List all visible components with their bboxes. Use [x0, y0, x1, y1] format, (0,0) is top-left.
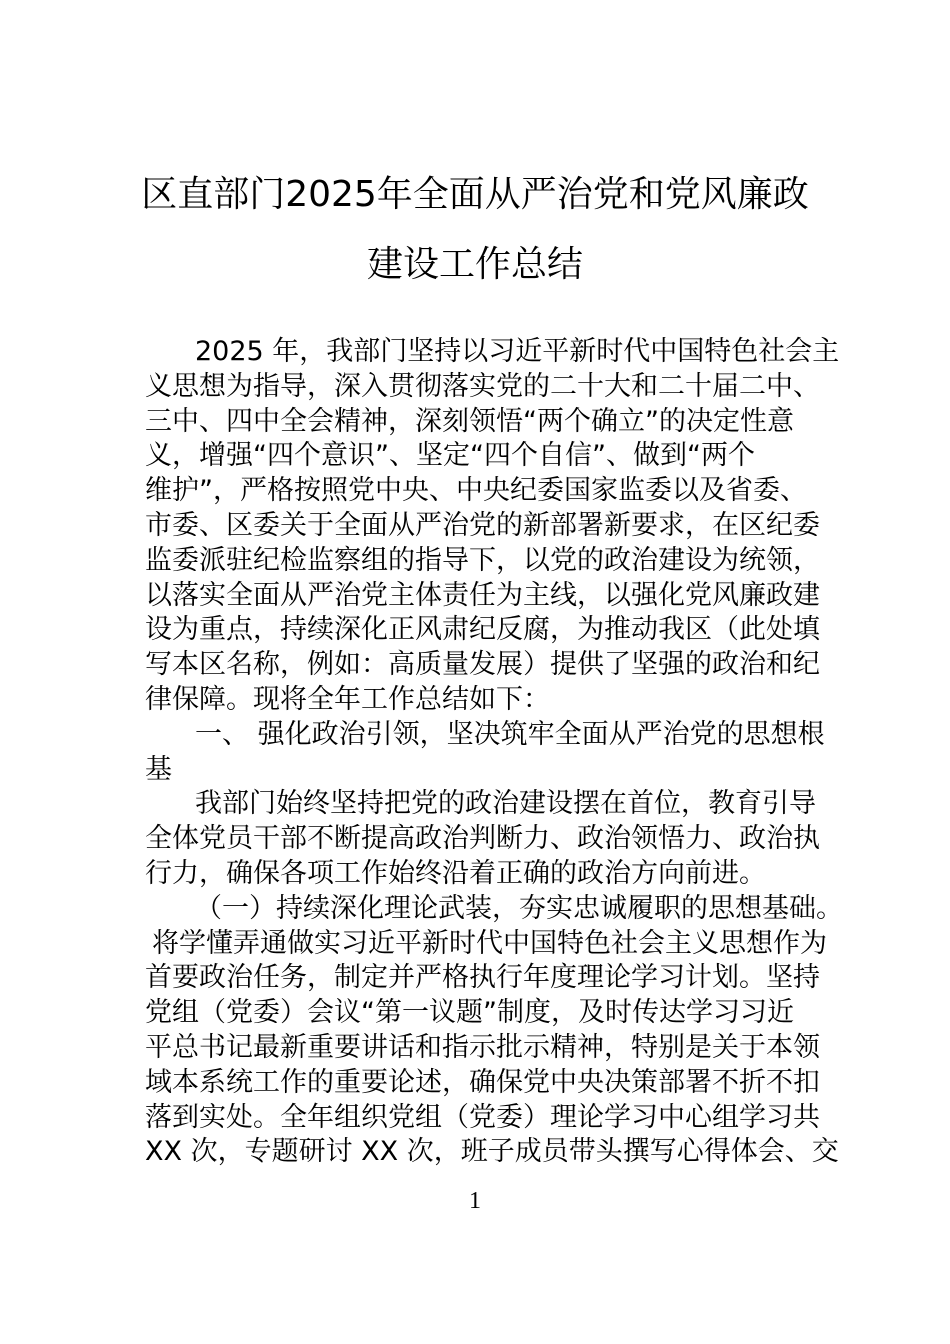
subsection-heading-1: （一）持续深化理论武装，夯实忠诚履职的思想基础。: [195, 892, 843, 924]
intro-paragraph-line: 义思想为指导，深入贯彻落实党的二十大和二十届二中、: [145, 370, 820, 402]
section-paragraph-line: 行力，确保各项工作始终沿着正确的政治方向前进。: [145, 857, 766, 889]
intro-paragraph-line: 三中、四中全会精神，深刻领悟“两个确立”的决定性意: [145, 405, 794, 437]
subsection-paragraph-line: XX 次，专题研讨 XX 次，班子成员带头撰写心得体会、交: [145, 1136, 839, 1168]
document-body: [145, 335, 845, 1170]
page-number: 1: [469, 1188, 481, 1214]
intro-paragraph-line: 以落实全面从严治党主体责任为主线，以强化党风廉政建: [145, 579, 820, 611]
intro-paragraph-line: 维护”，严格按照党中央、中央纪委国家监委以及省委、: [145, 475, 807, 507]
intro-paragraph-line: 市委、区委关于全面从严治党的新部署新要求，在区纪委: [145, 509, 820, 541]
document-title-line-2: 建设工作总结: [366, 244, 583, 285]
document-title-line-1: 区直部门2025年全面从严治党和党风廉政: [141, 174, 809, 215]
subsection-paragraph-line: 落到实处。全年组织党组（党委）理论学习中心组学习共: [145, 1101, 820, 1133]
section-heading-1: 基: [145, 753, 172, 785]
subsection-paragraph-line: 将学懂弄通做实习近平新时代中国特色社会主义思想作为: [152, 927, 827, 959]
section-paragraph-line: 我部门始终坚持把党的政治建设摆在首位，教育引导: [195, 788, 816, 820]
intro-paragraph-line: 2025 年，我部门坚持以习近平新时代中国特色社会主: [195, 336, 840, 367]
intro-paragraph-line: 监委派驻纪检监察组的指导下，以党的政治建设为统领，: [145, 544, 820, 576]
intro-paragraph-line: 义，增强“四个意识”、坚定“四个自信”、做到“两个: [145, 440, 755, 472]
intro-paragraph-line: 设为重点，持续深化正风肃纪反腐，为推动我区（此处填: [145, 614, 820, 646]
section-paragraph-line: 全体党员干部不断提高政治判断力、政治领悟力、政治执: [145, 823, 820, 855]
intro-paragraph-line: 律保障。现将全年工作总结如下：: [145, 683, 550, 715]
subsection-paragraph-line: 党组（党委）会议“第一议题”制度，及时传达学习习近: [145, 997, 794, 1029]
intro-paragraph-line: 写本区名称，例如：高质量发展）提供了坚强的政治和纪: [145, 649, 820, 681]
subsection-paragraph-line: 首要政治任务，制定并严格执行年度理论学习计划。坚持: [145, 962, 820, 994]
subsection-paragraph-line: 平总书记最新重要讲话和指示批示精神，特别是关于本领: [145, 1031, 820, 1063]
section-heading-1: 一、 强化政治引领，坚决筑牢全面从严治党的思想根: [195, 718, 825, 750]
subsection-paragraph-line: 域本系统工作的重要论述，确保党中央决策部署不折不扣: [145, 1066, 820, 1098]
